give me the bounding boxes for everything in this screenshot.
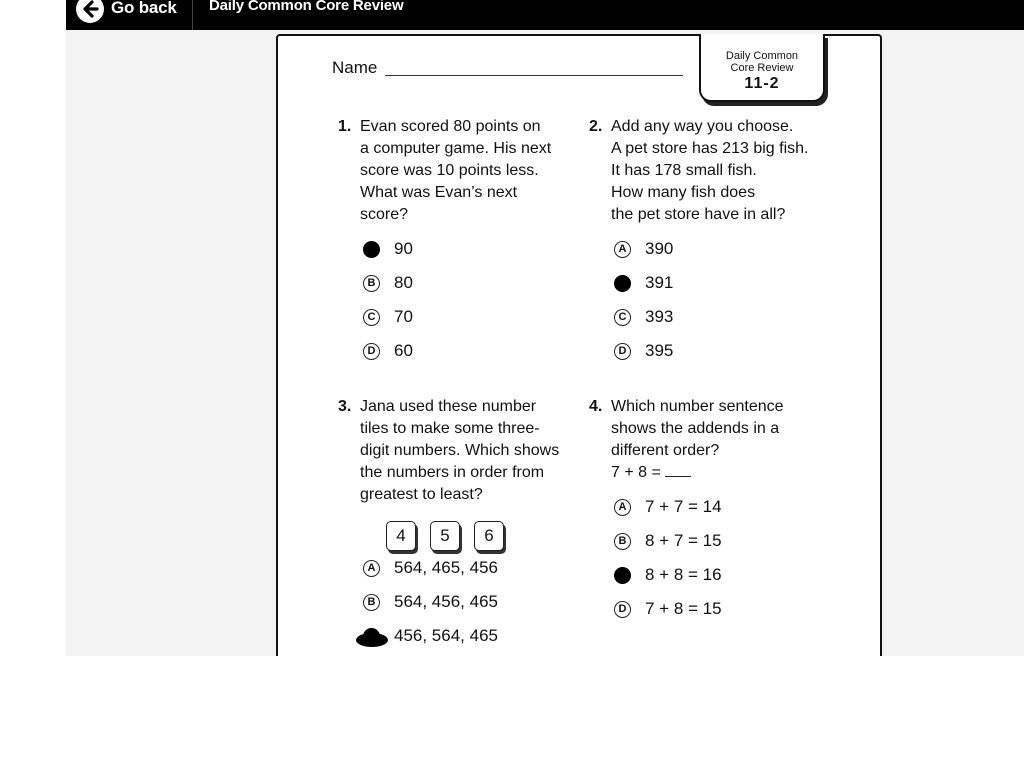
choice-text: 8 + 8 = 16	[645, 565, 722, 584]
topbar-divider	[192, 0, 193, 30]
choice-text: 456, 564, 465	[394, 626, 498, 645]
name-line	[385, 75, 683, 76]
pencil-mark	[356, 633, 388, 647]
choice-3a[interactable]	[363, 558, 498, 578]
answer-bubble: C	[614, 309, 631, 326]
number-tile: 5	[430, 521, 460, 551]
choice-1d[interactable]	[363, 341, 413, 361]
badge-line2: Core Review	[730, 62, 794, 74]
choice-text: 90	[394, 239, 413, 258]
worksheet-page	[276, 34, 882, 656]
answer-bubble: C	[363, 309, 380, 326]
answer-blank	[665, 462, 691, 477]
answer-bubble: B	[614, 533, 631, 550]
go-back-button[interactable]	[76, 0, 192, 30]
choice-2a[interactable]	[614, 239, 673, 259]
arrow-left-circle-icon	[76, 0, 104, 23]
number-tile: 6	[474, 521, 504, 551]
answer-bubble: A	[614, 499, 631, 516]
answer-bubble: B	[614, 275, 631, 292]
question-text: Add any way you choose. A pet store has 213 big fish. It has 178 small fish. How many fish does the pet store have in all?	[611, 118, 809, 223]
choice-1c[interactable]	[363, 307, 413, 327]
badge-line1: Daily Common	[725, 50, 799, 62]
choice-1b[interactable]	[363, 273, 413, 293]
choice-2c[interactable]	[614, 307, 673, 327]
choice-4a[interactable]	[614, 497, 722, 517]
question-number: 2.	[589, 118, 603, 135]
answer-bubble: B	[363, 594, 380, 611]
review-badge	[699, 34, 825, 102]
choice-text: 80	[394, 273, 413, 292]
choice-text: 70	[394, 307, 413, 326]
question-number: 1.	[338, 118, 352, 135]
answer-bubble: C	[614, 567, 631, 584]
question-number: 3.	[338, 398, 352, 415]
choice-text: 60	[394, 341, 413, 360]
choice-text: 393	[645, 307, 674, 326]
choice-text: 391	[645, 273, 674, 292]
question-text: Jana used these number tiles to make some three- digit numbers. Which shows the numbers in order from greatest to least?	[360, 398, 560, 503]
badge-number: 11-2	[744, 75, 780, 92]
choice-4c[interactable]	[614, 565, 722, 585]
answer-bubble: D	[363, 343, 380, 360]
page-title: Daily Common Core Review	[209, 0, 404, 14]
choice-2b[interactable]	[614, 273, 673, 293]
choice-text: 390	[645, 239, 674, 258]
choice-3b[interactable]	[363, 592, 498, 612]
answer-bubble: A	[614, 241, 631, 258]
choice-4b[interactable]	[614, 531, 722, 551]
choice-text: 8 + 7 = 15	[645, 531, 722, 550]
choice-text: 395	[645, 341, 674, 360]
question-text: Which number sentence shows the addends in a different order?	[611, 398, 784, 459]
answer-bubble: A	[363, 560, 380, 577]
choice-text: 564, 465, 456	[394, 558, 498, 577]
answer-bubble: A	[363, 241, 380, 258]
choice-2d[interactable]	[614, 341, 673, 361]
top-bar	[66, 0, 1024, 30]
choice-text: 564, 456, 465	[394, 592, 498, 611]
answer-bubble: D	[614, 601, 631, 618]
choice-1a[interactable]	[363, 239, 413, 259]
name-label: Name	[332, 58, 378, 77]
question-text: Evan scored 80 points on a computer game. His next score was 10 points less. What was Evan’s next score?	[360, 118, 552, 223]
choice-4d[interactable]	[614, 599, 722, 619]
answer-bubble: B	[363, 275, 380, 292]
number-tile: 4	[386, 521, 416, 551]
content-area	[66, 30, 1024, 656]
question-number: 4.	[589, 398, 603, 415]
equation-text: 7 + 8 =	[611, 464, 661, 481]
go-back-label: Go back	[111, 0, 177, 17]
choice-text: 7 + 7 = 14	[645, 497, 722, 516]
answer-bubble: D	[614, 343, 631, 360]
choice-text: 7 + 8 = 15	[645, 599, 722, 618]
equation-prompt	[611, 462, 691, 484]
